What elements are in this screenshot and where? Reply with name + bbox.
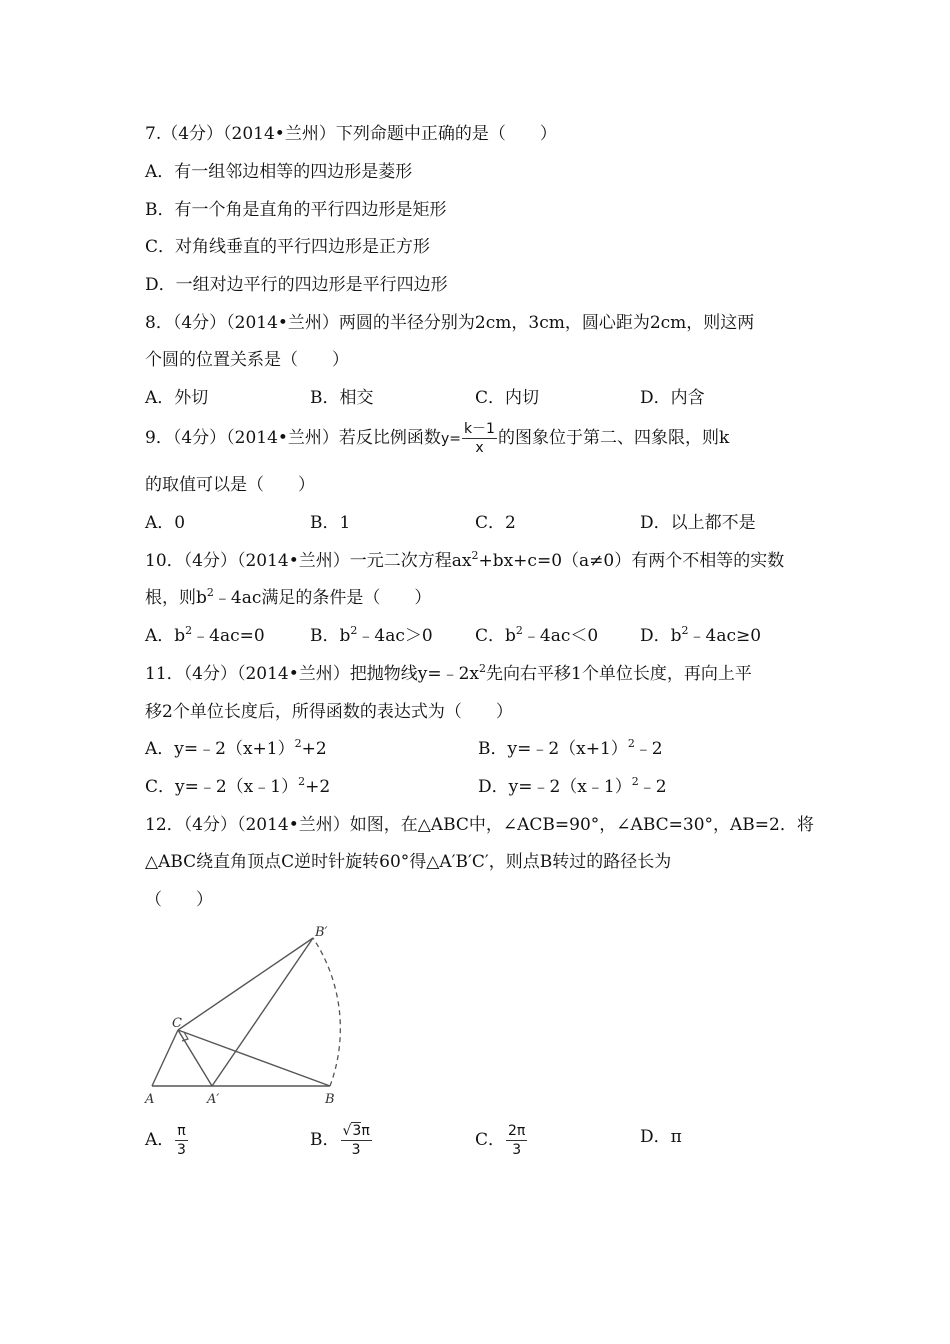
q10-d-text: D．b: [640, 626, 682, 646]
q12-b-denominator: 3: [351, 1142, 361, 1158]
q8-stem-line1: 8．（4分）（2014•兰州）两圆的半径分别为2cm，3cm，圆心距为2cm，则这两: [145, 313, 755, 333]
segment-a-prime-b-prime: [212, 938, 313, 1086]
q12-b-fraction: [341, 1123, 372, 1158]
q12-option-c: [475, 1118, 528, 1162]
q10-b-exp: 2: [350, 624, 358, 637]
q10-stem-line2: [145, 587, 431, 609]
q12-c-numerator: 2π: [508, 1123, 526, 1139]
q10-d-exp: 2: [681, 624, 689, 637]
q10-option-a: [145, 625, 265, 647]
q9-option-d: D．以上都不是: [640, 513, 756, 533]
label-a: A: [145, 1092, 155, 1107]
q9-option-a: A．0: [145, 513, 186, 533]
q7-option-a: A．有一组邻边相等的四边形是菱形: [145, 162, 413, 182]
q8-option-b: B．相交: [310, 388, 374, 408]
q8-option-d: D．内含: [640, 388, 705, 408]
q11-stem-line2: 移2个单位长度后，所得函数的表达式为（ ）: [145, 702, 513, 722]
q7-option-d: D．一组对边平行的四边形是平行四边形: [145, 275, 448, 295]
q12-option-d: D．π: [640, 1127, 682, 1147]
q12-c-denominator: 3: [512, 1142, 522, 1158]
q11-b-exp: 2: [627, 737, 635, 750]
q11-c-exp: 2: [298, 775, 306, 788]
q12-geometry-figure: [135, 922, 385, 1107]
q7-option-c: C．对角线垂直的平行四边形是正方形: [145, 237, 431, 257]
q11-stem-line1: [145, 663, 752, 685]
q12-stem-line3: （ ）: [145, 890, 213, 910]
q10-stem1-b: +bx+c=0（a≠0）有两个不相等的实数: [478, 551, 785, 571]
q12-a-numerator: π: [177, 1123, 186, 1139]
q12-stem-line1: 12．（4分）（2014•兰州）如图，在△ABC中，∠ACB=90°，∠ABC=30°，AB=2．将: [145, 815, 814, 835]
q11-a-text: A．y=﹣2（x+1）: [145, 739, 295, 759]
segment-cb-prime: [178, 938, 313, 1030]
q11-c-text: C．y=﹣2（x﹣1）: [145, 777, 299, 797]
q12-a-fraction: [175, 1123, 187, 1158]
q11-option-b: [478, 738, 663, 760]
label-b-prime: B′: [315, 925, 328, 940]
q9-stem-line1: [145, 418, 729, 459]
q11-b-text2: ﹣2: [634, 739, 663, 759]
label-c: C: [172, 1016, 182, 1031]
q9-option-b: B．1: [310, 513, 351, 533]
q11-stem1-b: 先向右平移1个单位长度，再向上平: [486, 664, 752, 684]
q11-option-d: [478, 776, 667, 798]
q10-c-text2: ﹣4ac＜0: [522, 626, 599, 646]
q9-stem-line2: 的取值可以是（ ）: [145, 475, 315, 495]
q10-stem2-a: 根，则b: [145, 588, 207, 608]
segment-ca-prime: [178, 1030, 212, 1086]
q9-frac-denominator: x: [475, 440, 484, 456]
q10-b-text2: ﹣4ac＞0: [357, 626, 433, 646]
q10-exp: 2: [206, 586, 214, 599]
q10-option-c: [475, 625, 598, 647]
q11-a-text2: +2: [301, 739, 327, 759]
q9-y-label: y=: [440, 431, 461, 447]
q9-fraction: [462, 421, 497, 456]
q11-c-text2: +2: [305, 777, 331, 797]
q12-b-root: 3: [352, 1123, 362, 1139]
q7-stem: 7.（4分）（2014•兰州）下列命题中正确的是（ ）: [145, 124, 557, 144]
q11-exp: 2: [479, 662, 486, 675]
q11-option-c: [145, 776, 330, 798]
label-a-prime: A′: [207, 1092, 220, 1107]
q12-a-denominator: 3: [177, 1142, 186, 1158]
segment-ac: [152, 1030, 178, 1086]
q10-d-text2: ﹣4ac≥0: [688, 626, 762, 646]
q12-b-label: B．: [310, 1130, 340, 1150]
q12-stem-line2: △ABC绕直角顶点C逆时针旋转60°得△A′B′C′，则点B转过的路径长为: [145, 852, 672, 872]
q10-a-exp: 2: [185, 624, 193, 637]
q10-option-b: [310, 625, 433, 647]
label-b: B: [325, 1092, 335, 1107]
q10-c-exp: 2: [515, 624, 523, 637]
q11-d-text: D．y=﹣2（x﹣1）: [478, 777, 632, 797]
q10-option-d: [640, 625, 761, 647]
q12-b-numerator: √3π: [342, 1123, 370, 1139]
q8-option-c: C．内切: [475, 388, 540, 408]
q9-stem-pre: 9．（4分）（2014•兰州）若反比例函数: [145, 428, 441, 448]
segment-cb: [178, 1030, 330, 1086]
q11-d-exp: 2: [631, 775, 639, 788]
q9-frac-numerator: k－1: [463, 421, 495, 437]
q10-c-text: C．b: [475, 626, 516, 646]
q10-b-text: B．b: [310, 626, 351, 646]
q10-exp: 2: [471, 549, 479, 562]
q12-b-pi: π: [361, 1123, 370, 1139]
q10-stem-line1: [145, 550, 784, 572]
q8-option-a: A．外切: [145, 388, 209, 408]
q10-a-text2: ﹣4ac=0: [192, 626, 265, 646]
q11-b-text: B．y=﹣2（x+1）: [478, 739, 628, 759]
q12-option-a: [145, 1118, 189, 1162]
q8-stem-line2: 个圆的位置关系是（ ）: [145, 350, 349, 370]
q12-a-label: A．: [145, 1130, 175, 1150]
q10-stem1-a: 10．（4分）（2014•兰州）一元二次方程ax: [145, 551, 472, 571]
q12-c-fraction: [506, 1123, 527, 1158]
q9-stem-post: 的图象位于第二、四象限，则k: [497, 428, 730, 448]
q12-option-b: [310, 1118, 373, 1162]
q12-c-label: C．: [475, 1130, 506, 1150]
q10-stem2-b: ﹣4ac满足的条件是（ ）: [213, 588, 432, 608]
q11-stem1-a: 11．（4分）（2014•兰州）把抛物线y=﹣2x: [145, 664, 479, 684]
q7-option-b: B．有一个角是直角的平行四边形是矩形: [145, 200, 447, 220]
rotation-arc: [313, 938, 340, 1086]
q9-option-c: C．2: [475, 513, 516, 533]
q11-a-exp: 2: [294, 737, 302, 750]
q11-option-a: [145, 738, 327, 760]
q11-d-text2: ﹣2: [638, 777, 667, 797]
q10-a-text: A．b: [145, 626, 186, 646]
